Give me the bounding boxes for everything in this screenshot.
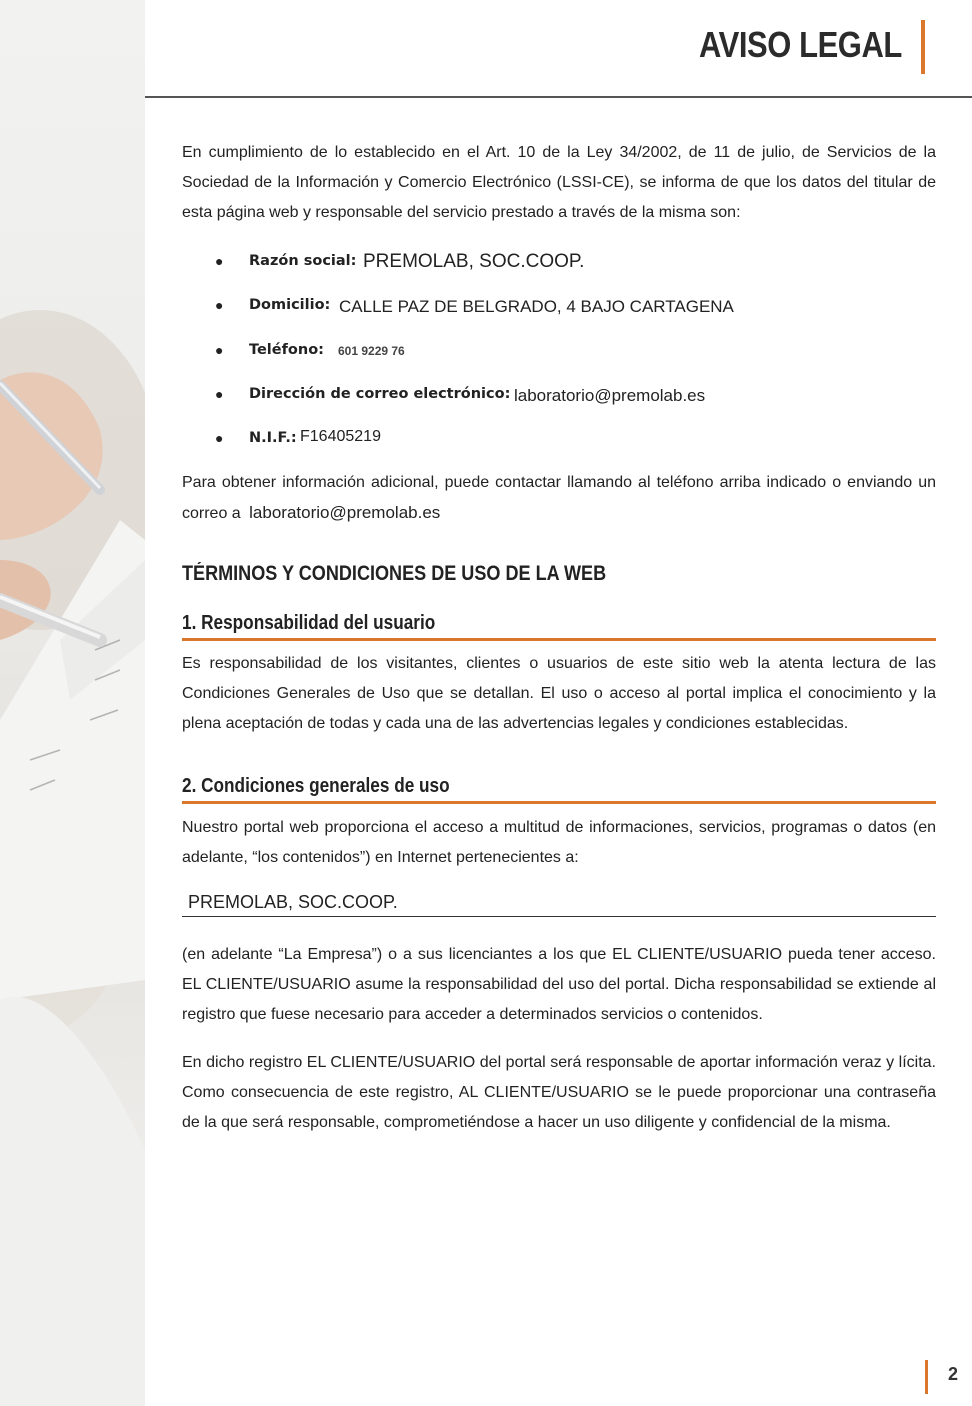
contact-text: Para obtener información adicional, puede contactar llamando al teléfono arriba indicado o enviando un correo a <box>182 474 936 522</box>
section-2-body-3: En dicho registro EL CLIENTE/USUARIO del portal será responsable de aportar información veraz y lícita. Como consecuencia de este registro, AL CLIENTE/USUARIO se le puede proporcionar una contraseña de la que será responsable, comprometiéndose a hacer un uso diligente y confidencial de la misma. <box>182 1054 936 1131</box>
contact-email: laboratorio@premolab.es <box>249 503 441 522</box>
section-2-rule <box>182 801 936 804</box>
title-accent-bar <box>921 20 925 74</box>
bullet-icon: ● <box>215 342 224 358</box>
detail-label: Dirección de correo electrónico: <box>249 386 511 402</box>
detail-label: Razón social: <box>249 253 357 269</box>
terms-heading: TÉRMINOS Y CONDICIONES DE USO DE LA WEB <box>182 562 607 585</box>
intro-paragraph: En cumplimiento de lo establecido en el Art. 10 de la Ley 34/2002, de 11 de julio, de Servicios de la Sociedad de la Información y Comercio Electrónico (LSSI-CE), se informa de que los datos del titular de esta página web y responsable del servicio prestado a través de la misma son: <box>182 144 936 221</box>
detail-value: CALLE PAZ DE BELGRADO, 4 BAJO CARTAGENA <box>339 297 734 316</box>
bullet-icon: ● <box>215 297 224 313</box>
section-1-heading: 1. Responsabilidad del usuario <box>182 612 436 634</box>
page-title: AVISO LEGAL <box>699 24 902 65</box>
detail-value: F16405219 <box>300 428 381 445</box>
detail-label: Teléfono: <box>249 342 324 358</box>
detail-value: PREMOLAB, SOC.COOP. <box>363 251 585 272</box>
detail-value: laboratorio@premolab.es <box>514 386 706 405</box>
section-1-rule <box>182 638 936 641</box>
section-1-body: Es responsabilidad de los visitantes, clientes o usuarios de este sitio web la atenta lectura de las Condiciones Generales de Uso que se detallan. El uso o acceso al portal implica el conocimiento y la plena aceptación de todas y cada una de las advertencias legales y condiciones establecidas. <box>182 655 936 732</box>
footer-accent-bar <box>925 1360 928 1394</box>
detail-label: Domicilio: <box>249 297 331 313</box>
section-2-heading: 2. Condiciones generales de uso <box>182 775 450 797</box>
contact-paragraph <box>182 468 936 529</box>
detail-label: N.I.F.: <box>249 430 297 446</box>
bullet-icon: ● <box>215 253 224 269</box>
company-underline <box>182 892 936 917</box>
header-divider <box>145 96 972 98</box>
bullet-icon: ● <box>215 430 224 446</box>
section-2-body-2: (en adelante “La Empresa”) o a sus licenciantes a los que EL CLIENTE/USUARIO pueda tener acceso. EL CLIENTE/USUARIO asume la responsabilidad del uso del portal. Dicha responsabilidad se extiende al registro que fuese necesario para acceder a determinados servicios o contenidos. <box>182 946 936 1023</box>
company-name: PREMOLAB, SOC.COOP. <box>188 892 398 912</box>
section-2-body-1: Nuestro portal web proporciona el acceso a multitud de informaciones, servicios, programas o datos (en adelante, “los contenidos”) en Internet pertenecientes a: <box>182 819 936 866</box>
bullet-icon: ● <box>215 386 224 402</box>
detail-value: 601 9229 76 <box>338 344 405 358</box>
page-number: 2 <box>948 1364 959 1384</box>
side-photo <box>0 0 145 1406</box>
hands-writing-illustration <box>0 0 145 1406</box>
